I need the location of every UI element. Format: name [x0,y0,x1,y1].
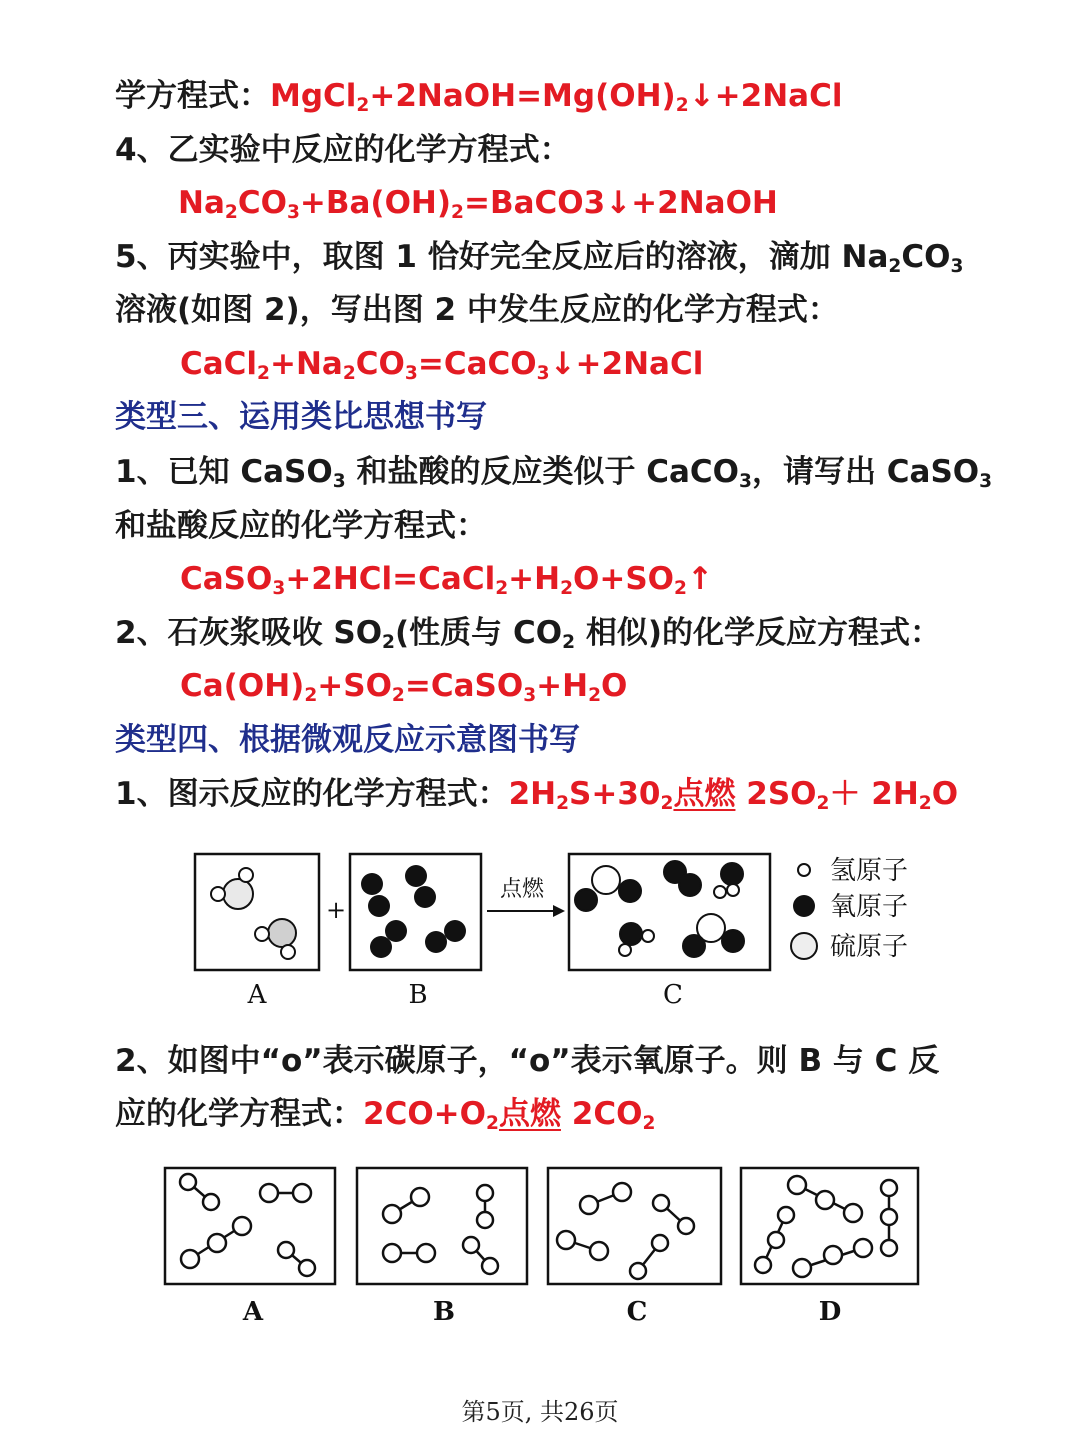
label-a: A [247,980,267,1010]
type3-answer-2: $Ca(OH)_2+SO_2=CaSO_3+H_2O$ [180,668,628,707]
legend-hydrogen: 氢原子 [830,856,909,886]
box-b [350,854,481,970]
box2-b [357,1168,527,1284]
type3-question-1-line2: 和盐酸反应的化学方程式： [115,508,487,544]
arrow-label-ignite: 点燃 [499,877,545,902]
type4-question-2-line2: 应的化学方程式：$2CO+O_2$点燃 $2CO_2$ [115,1096,656,1135]
answer-4: $Na_2CO_3+Ba(OH)_2=BaCO3↓+2NaOH$ [178,185,778,224]
reaction-condition-ignite: 点燃 [673,776,736,812]
product-molecules [575,861,744,957]
reaction-arrow [487,905,565,917]
box-a [195,854,319,970]
type3-question-2: 2、石灰浆吸收 $SO_2$(性质与 $CO_2$ 相似)的化学反应方程式： [115,615,941,654]
box2-a [165,1168,335,1284]
type4-question-2-line1: 2、如图中“o”表示碳原子，“o”表示氧原子。则 B 与 C 反 [115,1043,940,1079]
box2-c [548,1168,721,1284]
plus-sign: + [325,896,347,924]
box2-d [741,1168,918,1284]
question-5-line2: 溶液(如图 2)，写出图 2 中发生反应的化学方程式： [115,292,839,328]
question-5-line1: 5、丙实验中，取图 1 恰好完全反应后的溶液，滴加 $Na_2CO_3$ [115,239,964,278]
answer-5: $CaCl_2+Na_2CO_3=CaCO_3↓+2NaCl$ [180,346,704,385]
legend-hydrogen-icon [798,864,810,876]
section-heading-type-3: 类型三、运用类比思想书写 [115,399,487,435]
legend-sulfur: 硫原子 [830,932,909,962]
box-c [569,854,770,970]
legend-oxygen: 氧原子 [830,892,909,922]
label2-a: A [242,1297,264,1327]
label-b: B [408,980,428,1010]
label2-c: C [626,1297,648,1327]
label2-d: D [818,1297,842,1327]
type3-answer-1: $CaSO_3+2HCl=CaCl_2+H_2O+SO_2↑$ [180,561,713,600]
label2-b: B [433,1297,455,1327]
question-4: 4、乙实验中反应的化学方程式： [115,132,571,168]
label-c: C [663,980,683,1010]
h2s-molecules [211,868,296,959]
type4-question-1: 1、图示反应的化学方程式：$2H_2S+30_2$点燃 $2SO_2+ 2H_2O$ [115,776,959,815]
reaction-condition-ignite-2: 点燃 [498,1096,561,1132]
legend [791,856,908,962]
section-heading-type-4: 类型四、根据微观反应示意图书写 [115,722,580,758]
page-footer: 第5页, 共26页 [461,1398,619,1426]
type3-question-1-line1: 1、已知 CaSO$_3$ 和盐酸的反应类似于 CaCO$_3$，请写出 CaSO$_3$ [115,454,993,493]
o2-molecules [361,865,466,958]
equation-line-mgcl2: 学方程式：$MgCl_2+2NaOH=Mg(OH)_2↓+2NaCl$ [115,78,843,117]
legend-oxygen-icon [793,895,815,917]
legend-sulfur-icon [791,933,817,959]
